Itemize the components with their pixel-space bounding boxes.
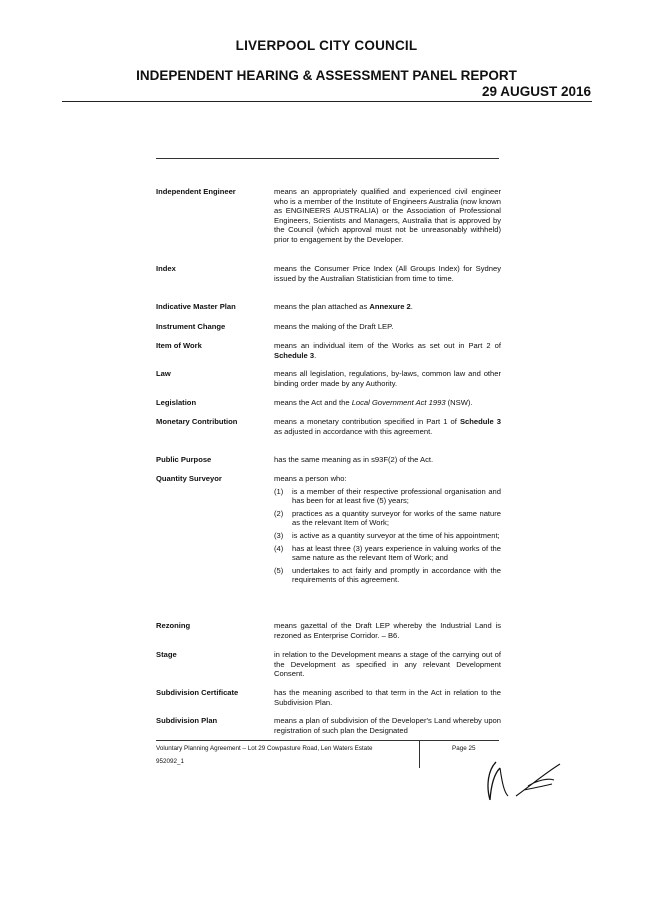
sub-clause xyxy=(274,531,501,541)
header-council: LIVERPOOL CITY COUNCIL xyxy=(235,38,418,53)
meaning-text: . xyxy=(314,350,317,360)
meaning-text: means an individual item of the Works as set out in Part 2 of xyxy=(274,341,501,350)
meaning-text: Schedule 3 xyxy=(274,350,315,360)
sub-clause xyxy=(274,544,501,563)
definition-term: Item of Work xyxy=(156,341,202,350)
definition-row xyxy=(156,264,501,283)
meaning-text: means a person who: xyxy=(274,474,347,483)
footer-rule xyxy=(156,740,499,741)
sub-clause-text: practices as a quantity surveyor for works of the same nature as the relevant Item of Work; xyxy=(292,508,501,528)
definition-term: Legislation xyxy=(156,398,197,407)
sub-clause-text: is active as a quantity surveyor at the time of his appointment; xyxy=(292,530,500,540)
sub-clause-number: (4) xyxy=(274,543,284,553)
meaning-text: as adjusted in accordance with this agreement. xyxy=(274,426,433,436)
sub-clause-number: (1) xyxy=(274,486,284,496)
definition-meaning xyxy=(274,474,501,585)
definition-term: Rezoning xyxy=(156,621,191,630)
definition-term: Subdivision Plan xyxy=(156,716,218,725)
definition-row xyxy=(156,417,501,436)
footer-document-title: Voluntary Planning Agreement – Lot 29 Cowpasture Road, Len Waters Estate xyxy=(156,745,373,752)
definition-row xyxy=(156,341,501,360)
definition-meaning xyxy=(274,302,501,312)
sub-clause-text: undertakes to act fairly and promptly in accordance with the requirements of this agreement. xyxy=(292,565,501,585)
meaning-text: Annexure 2 xyxy=(369,302,411,311)
sub-clause-number: (3) xyxy=(274,530,284,540)
header-date: 29 AUGUST 2016 xyxy=(481,84,591,99)
definition-term: Quantity Surveyor xyxy=(156,474,222,483)
definition-meaning xyxy=(274,322,501,332)
meaning-text: has the same meaning as in s93F(2) of the Act. xyxy=(274,455,434,464)
sub-clause-text: is a member of their respective professional organisation and has been for at least five (5) years; xyxy=(292,486,501,506)
definition-row xyxy=(156,302,501,312)
sub-clause-number: (5) xyxy=(274,565,284,575)
definition-meaning xyxy=(274,455,501,465)
definition-term: Indicative Master Plan xyxy=(156,302,236,311)
definition-row xyxy=(156,187,501,245)
sub-clause xyxy=(274,566,501,585)
definition-row xyxy=(156,621,501,640)
footer-divider xyxy=(419,740,420,768)
definition-term: Monetary Contribution xyxy=(156,417,238,426)
definition-row xyxy=(156,369,501,388)
sub-clause xyxy=(274,487,501,506)
meaning-text: means the Act and the xyxy=(274,398,352,407)
definition-row xyxy=(156,716,501,735)
definition-meaning xyxy=(274,650,501,679)
page-top-rule xyxy=(156,158,499,159)
meaning-text: has the meaning ascribed to that term in the Act in relation to the Subdivision Plan. xyxy=(274,688,501,707)
definition-meaning xyxy=(274,716,501,735)
definition-row xyxy=(156,322,501,332)
meaning-text: means an appropriately qualified and experienced civil engineer who is a member of the Institute of Engineers Australia (now known as ENGINEERS AUSTRALIA) or the Association of Professional Engineers, Scientists and Managers, Australia that is approved by the Council (which approval must not be unreasonably withheld) prior to engagement by the Developer. xyxy=(274,187,501,244)
definition-term: Index xyxy=(156,264,176,273)
meaning-text: Local Government Act 1993 xyxy=(351,398,446,407)
definition-row xyxy=(156,398,501,408)
definition-row xyxy=(156,688,501,707)
definition-term: Subdivision Certificate xyxy=(156,688,239,697)
definition-meaning xyxy=(274,688,501,707)
meaning-text: means gazettal of the Draft LEP whereby the Industrial Land is rezoned as Enterprise Corridor. – B6. xyxy=(274,621,501,640)
sub-clause xyxy=(274,509,501,528)
definition-term: Stage xyxy=(156,650,177,659)
meaning-text: means the plan attached as xyxy=(274,302,370,311)
definition-meaning xyxy=(274,341,501,360)
meaning-text: means the making of the Draft LEP. xyxy=(274,322,394,331)
definition-meaning xyxy=(274,417,501,436)
definition-meaning xyxy=(274,369,501,388)
definition-term: Public Purpose xyxy=(156,455,212,464)
definition-meaning xyxy=(274,187,501,245)
meaning-text: means all legislation, regulations, by-laws, common law and other binding order made by any Authority. xyxy=(274,369,501,388)
meaning-text: . xyxy=(410,302,413,311)
meaning-text: Schedule 3 xyxy=(459,417,501,426)
definition-term: Instrument Change xyxy=(156,322,226,331)
definition-row xyxy=(156,455,501,465)
meaning-text: means a monetary contribution specified in Part 1 of xyxy=(274,417,460,426)
definition-meaning xyxy=(274,398,501,408)
footer-page-number: Page 25 xyxy=(452,745,476,752)
header-report-title: INDEPENDENT HEARING & ASSESSMENT PANEL REPORT xyxy=(136,68,517,83)
meaning-text: in relation to the Development means a stage of the carrying out of the Development as specified in any relevant Development Consent. xyxy=(274,650,501,679)
meaning-text: (NSW). xyxy=(445,398,473,407)
definition-meaning xyxy=(274,621,501,640)
header-divider xyxy=(62,101,592,102)
meaning-text: means a plan of subdivision of the Developer's Land whereby upon registration of such plan the Designated xyxy=(274,716,501,735)
definition-term: Independent Engineer xyxy=(156,187,236,196)
footer-document-ref: 952092_1 xyxy=(156,758,185,765)
definition-term: Law xyxy=(156,369,171,378)
definition-row xyxy=(156,650,501,679)
signature-icon xyxy=(482,756,572,806)
definition-row xyxy=(156,474,501,585)
definition-meaning xyxy=(274,264,501,283)
sub-clause-text: has at least three (3) years experience in valuing works of the same nature as the relevant Item of Work; and xyxy=(292,543,501,563)
meaning-text: means the Consumer Price Index (All Groups Index) for Sydney issued by the Australian Statistician from time to time. xyxy=(274,264,501,283)
sub-clause-number: (2) xyxy=(274,508,284,518)
